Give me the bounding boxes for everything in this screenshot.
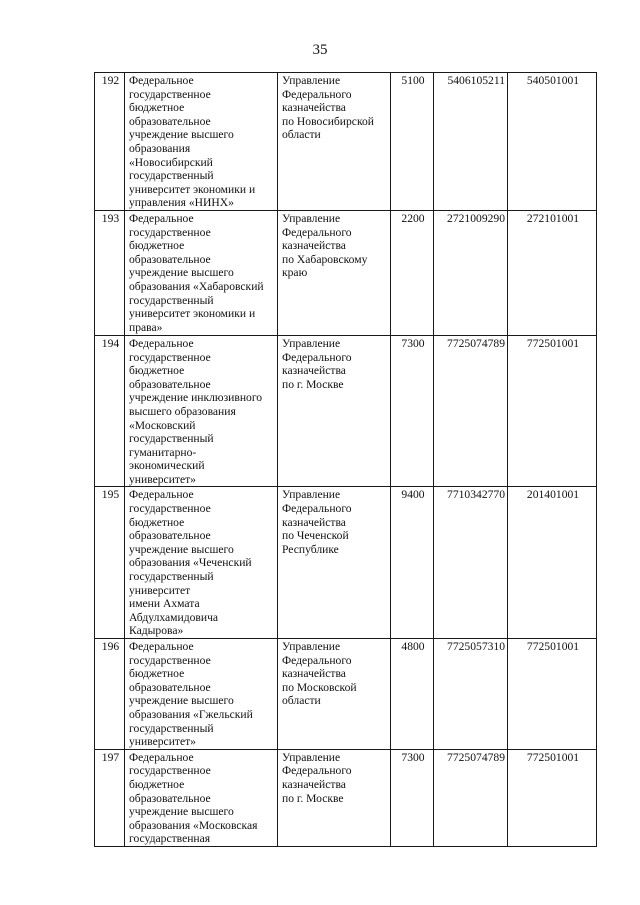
institution-name-line: Кадырова» [129, 624, 184, 638]
institution-name-line: государственный [129, 721, 214, 735]
institution-name-line: Федеральное [129, 750, 194, 764]
institution-name-line: учреждение высшего [129, 694, 234, 708]
treasury-office-line: Федерального [282, 502, 352, 516]
treasury-office-line: Федерального [282, 87, 352, 101]
institution-name-line: образовательное [129, 529, 211, 543]
treasury-office-line: Республике [282, 542, 339, 556]
institution-name-line: Абдулхамидовича [129, 610, 219, 624]
treasury-office-line: по г. Москве [282, 377, 344, 391]
institution-name-line: образования «Хабаровский [129, 279, 264, 293]
treasury-office-line: казначейства [282, 777, 346, 791]
institution-name-cell [125, 335, 278, 487]
treasury-office-cell [278, 749, 391, 846]
institution-name-line: государственный [129, 432, 214, 446]
institution-name-line: учреждение высшего [129, 542, 234, 556]
treasury-office-line: Управление [282, 336, 341, 350]
institution-name-line: государственное [129, 350, 211, 364]
inn-cell: 5406105211 [434, 73, 508, 211]
institution-name-cell [125, 210, 278, 335]
institution-name-line: образовательное [129, 377, 211, 391]
institution-name-line: учреждение высшего [129, 266, 234, 280]
inn-cell: 7710342770 [434, 487, 508, 639]
institution-name-line: права» [129, 320, 163, 334]
kpp-cell: 272101001 [508, 210, 597, 335]
table-row [95, 73, 597, 211]
kpp-cell: 772501001 [508, 335, 597, 487]
treasury-code-cell: 7300 [391, 335, 434, 487]
treasury-office-line: по Чеченской [282, 529, 349, 543]
page-number: 35 [312, 42, 328, 58]
treasury-office-line: Федерального [282, 653, 352, 667]
treasury-office-cell [278, 335, 391, 487]
institution-name-cell [125, 639, 278, 750]
institution-name-line: государственный [129, 169, 214, 183]
institution-name-line: имени Ахмата [129, 597, 200, 611]
row-number-cell: 192 [95, 73, 125, 211]
institution-name-line: учреждение высшего [129, 805, 234, 819]
institution-name-line: образовательное [129, 252, 211, 266]
treasury-office-cell [278, 487, 391, 639]
institution-name-cell [125, 749, 278, 846]
institution-name-line: бюджетное [129, 364, 185, 378]
institution-name-line: «Московский [129, 418, 196, 432]
treasury-office-line: по Московской [282, 680, 357, 694]
institution-name-line: бюджетное [129, 777, 185, 791]
institution-name-cell [125, 487, 278, 639]
institution-name-line: государственный [129, 293, 214, 307]
treasury-office-line: казначейства [282, 515, 346, 529]
treasury-office-line: казначейства [282, 364, 346, 378]
treasury-code-cell: 4800 [391, 639, 434, 750]
treasury-code-cell: 5100 [391, 73, 434, 211]
treasury-office-line: казначейства [282, 101, 346, 115]
treasury-office-line: краю [282, 266, 308, 280]
inn-cell: 7725074789 [434, 335, 508, 487]
table-row [95, 749, 597, 846]
institution-name-line: Федеральное [129, 336, 194, 350]
institution-name-line: образовательное [129, 114, 211, 128]
treasury-office-line: Федерального [282, 764, 352, 778]
institution-name-line: бюджетное [129, 101, 185, 115]
table-row [95, 335, 597, 487]
row-number-cell: 193 [95, 210, 125, 335]
treasury-office-line: по Хабаровскому [282, 252, 368, 266]
institution-name-line: образовательное [129, 791, 211, 805]
treasury-code-cell: 7300 [391, 749, 434, 846]
kpp-cell: 540501001 [508, 73, 597, 211]
institution-name-line: государственное [129, 502, 211, 516]
institution-name-line: образования «Чеченский [129, 556, 252, 570]
table-row [95, 639, 597, 750]
institution-name-line: университет экономики и [129, 307, 256, 321]
institution-name-line: государственный [129, 570, 214, 584]
institution-name-line: Федеральное [129, 211, 194, 225]
treasury-office-line: Управление [282, 74, 341, 87]
kpp-cell: 772501001 [508, 639, 597, 750]
institution-name-line: бюджетное [129, 515, 185, 529]
treasury-office-line: Федерального [282, 350, 352, 364]
institution-name-line: государственное [129, 225, 211, 239]
treasury-code-cell: 9400 [391, 487, 434, 639]
treasury-office-line: по г. Москве [282, 791, 344, 805]
institutions-table [94, 72, 597, 847]
institution-name-line: учреждение высшего [129, 128, 234, 142]
treasury-office-line: Управление [282, 640, 341, 653]
institution-name-line: бюджетное [129, 667, 185, 681]
treasury-office-line: казначейства [282, 667, 346, 681]
kpp-cell: 201401001 [508, 487, 597, 639]
institution-name-line: учреждение инклюзивного [129, 391, 263, 405]
institution-name-line: образования «Московская [129, 818, 258, 832]
treasury-office-line: Управление [282, 211, 341, 225]
kpp-cell: 772501001 [508, 749, 597, 846]
table-body [95, 73, 597, 847]
institution-name-line: университет экономики и [129, 182, 256, 196]
institution-name-line: университет» [129, 472, 196, 486]
institution-name-line: гуманитарно- [129, 445, 197, 459]
row-number-cell: 197 [95, 749, 125, 846]
institution-name-line: бюджетное [129, 239, 185, 253]
treasury-office-line: области [282, 128, 321, 142]
institution-name-line: университет» [129, 735, 196, 749]
institution-name-line: государственное [129, 653, 211, 667]
institution-name-line: государственная [129, 832, 211, 846]
treasury-office-line: Федерального [282, 225, 352, 239]
inn-cell: 7725057310 [434, 639, 508, 750]
treasury-office-line: по Новосибирской [282, 114, 374, 128]
institution-name-line: «Новосибирский [129, 155, 213, 169]
institution-name-line: Федеральное [129, 488, 194, 502]
row-number-cell: 196 [95, 639, 125, 750]
table-row [95, 487, 597, 639]
inn-cell: 7725074789 [434, 749, 508, 846]
institution-name-line: Федеральное [129, 74, 194, 87]
treasury-office-line: области [282, 694, 321, 708]
institution-name-line: Федеральное [129, 640, 194, 653]
institution-name-cell [125, 73, 278, 211]
institution-name-line: государственное [129, 87, 211, 101]
treasury-office-line: Управление [282, 750, 341, 764]
treasury-office-line: казначейства [282, 239, 346, 253]
inn-cell: 2721009290 [434, 210, 508, 335]
institution-name-line: образования «Гжельский [129, 707, 253, 721]
row-number-cell: 194 [95, 335, 125, 487]
institution-name-line: управления «НИНХ» [129, 196, 234, 210]
institution-name-line: экономический [129, 459, 205, 473]
treasury-office-cell [278, 73, 391, 211]
treasury-office-cell [278, 639, 391, 750]
table-row [95, 210, 597, 335]
row-number-cell: 195 [95, 487, 125, 639]
institution-name-line: образовательное [129, 680, 211, 694]
institution-name-line: государственное [129, 764, 211, 778]
treasury-office-line: Управление [282, 488, 341, 502]
institution-name-line: высшего образования [129, 404, 236, 418]
treasury-office-cell [278, 210, 391, 335]
institution-name-line: университет [129, 583, 191, 597]
treasury-code-cell: 2200 [391, 210, 434, 335]
institution-name-line: образования [129, 141, 191, 155]
